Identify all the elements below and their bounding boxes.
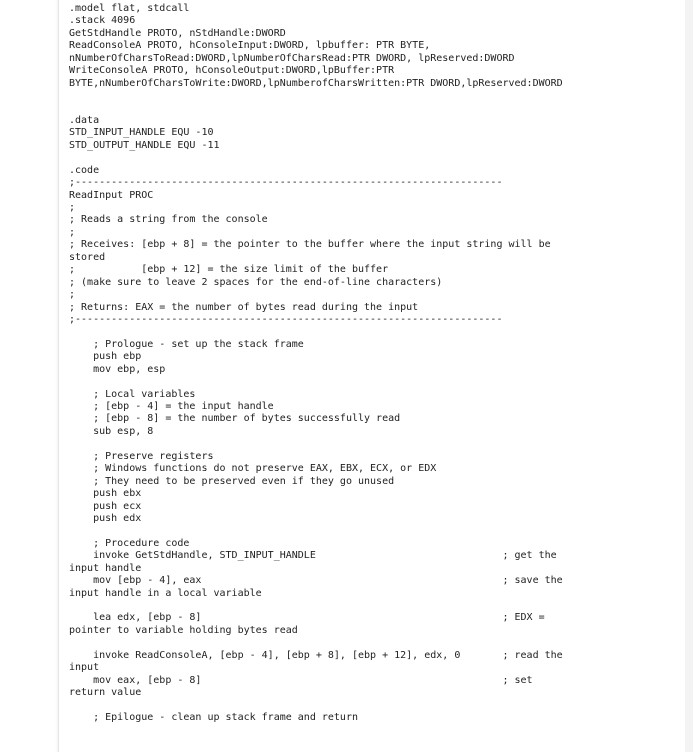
code-line: GetStdHandle PROTO, nStdHandle:DWORD (69, 27, 286, 39)
code-line: ; (69, 289, 76, 301)
code-line: pointer to variable holding bytes read (69, 624, 298, 636)
code-line: input (69, 662, 100, 674)
code-line: ReadInput PROC (69, 189, 154, 201)
code-line: push ebx (69, 488, 142, 500)
code-line: nNumberOfCharsToRead:DWORD,lpNumberOfCharsRead:PTR DWORD, lpReserved:DWORD (69, 52, 515, 64)
code-line: .model flat, stdcall (69, 3, 190, 14)
code-line: ; They need to be preserved even if they go unused (69, 475, 395, 487)
code-line: ; [ebp + 12] = the size limit of the buffer (69, 264, 389, 276)
code-line (69, 438, 609, 450)
code-line: ; [ebp - 4] = the input handle (69, 401, 274, 412)
code-line: input handle in a local variable (69, 587, 262, 599)
code-line: ;----------------------------------------------------------------------- (69, 313, 503, 325)
code-line (69, 103, 609, 115)
code-line: mov eax, [ebp - 8] ; set (69, 674, 533, 686)
code-line: .code (69, 164, 100, 176)
scrollbar[interactable] (685, 0, 693, 752)
code-line (69, 376, 609, 388)
code-line: ; Prologue - set up the stack frame (69, 338, 304, 350)
code-line (69, 326, 609, 338)
code-line (69, 90, 609, 102)
code-line (69, 700, 609, 712)
code-line: ; (69, 202, 76, 213)
code-line: ; Reads a string from the console (69, 214, 268, 226)
code-line: input handle (69, 562, 142, 574)
code-line: push ebp (69, 351, 142, 363)
code-line: push edx (69, 512, 142, 524)
code-line (69, 637, 609, 649)
code-line: ; Local variables (69, 388, 196, 400)
code-line: ; Returns: EAX = the number of bytes read during the input (69, 301, 419, 313)
code-line: STD_INPUT_HANDLE EQU -10 (69, 127, 214, 139)
code-line: return value (69, 687, 142, 699)
code-line: stored (69, 251, 106, 263)
code-line: ReadConsoleA PROTO, hConsoleInput:DWORD, lpbuffer: PTR BYTE, (69, 40, 431, 52)
code-line: ; Procedure code (69, 537, 190, 549)
code-line: invoke ReadConsoleA, [ebp - 4], [ebp + 8], [ebp + 12], edx, 0 ; read the (69, 649, 563, 661)
code-line: ; (make sure to leave 2 spaces for the end-of-line characters) (69, 276, 443, 288)
code-line: ; Windows functions do not preserve EAX, EBX, ECX, or EDX (69, 463, 437, 475)
code-line: push ecx (69, 500, 142, 512)
document-page (58, 0, 686, 752)
code-line: ; Preserve registers (69, 450, 214, 462)
code-line: mov ebp, esp (69, 363, 166, 375)
code-line: ; (69, 226, 76, 238)
code-line: BYTE,nNumberOfCharsToWrite:DWORD,lpNumberofCharsWritten:PTR DWORD,lpReserved:DWORD (69, 77, 563, 89)
code-line: STD_OUTPUT_HANDLE EQU -11 (69, 139, 220, 151)
code-line: .data (69, 114, 100, 126)
code-line: .stack 4096 (69, 15, 136, 27)
code-line: ;----------------------------------------------------------------------- (69, 177, 503, 189)
code-line (69, 152, 609, 164)
code-line: ; [ebp - 8] = the number of bytes successfully read (69, 413, 401, 425)
code-line (69, 600, 609, 612)
code-line: mov [ebp - 4], eax ; save the (69, 575, 563, 587)
code-line: sub esp, 8 (69, 425, 154, 437)
code-line: WriteConsoleA PROTO, hConsoleOutput:DWORD,lpBuffer:PTR (69, 65, 395, 77)
code-line: invoke GetStdHandle, STD_INPUT_HANDLE ; get the (69, 550, 557, 562)
code-line (69, 525, 609, 537)
code-line: ; Receives: [ebp + 8] = the pointer to the buffer where the input string will be (69, 239, 551, 251)
code-line: lea edx, [ebp - 8] ; EDX = (69, 612, 545, 624)
assembly-code-block (69, 3, 609, 724)
code-line: ; Epilogue - clean up stack frame and return (69, 711, 358, 723)
